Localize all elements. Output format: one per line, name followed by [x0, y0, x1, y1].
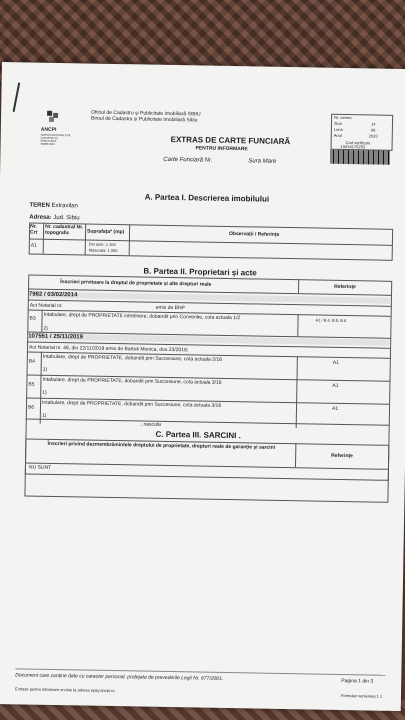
logo-text: ANCPI [40, 126, 57, 133]
b4-text: Intabulare, drept de PROPRIETATE, dobandit prin Succesiune, cota actuala 2/16 [42, 353, 222, 363]
col-obs-header: Observații / Referințe [228, 230, 280, 238]
footer-address: Extrase pentru informare on-line la adresa epay.ancpi.ro [15, 686, 115, 694]
part-b-col-inscrieri: Înscrieri privitoare la dreptul de proprietate și alte drepturi reale [60, 279, 212, 288]
masurata: Masurata: 1.092 [88, 247, 118, 254]
entry2-header: 107551 / 25/11/2019 [28, 333, 389, 345]
b6-text: Intabulare, drept de PROPRIETATE, dobandit prin Succesiune, cota actuala 3/16 [42, 399, 222, 409]
entry1-emis: emis de BNP [155, 304, 185, 312]
office-line-1: Oficiul de Cadastru și Publicitate Imobiliară SIBIU [91, 109, 201, 118]
part-a-title: A. Partea I. Descrierea imobilului [144, 192, 270, 204]
b4-ref: A1 [332, 359, 339, 366]
footer-page: Pagina 1 din 3 [341, 678, 374, 685]
cod-value: 10034170253 [340, 143, 366, 150]
part-b-col-ref: Referințe [334, 283, 356, 291]
b5-nr: B5 [28, 381, 35, 388]
b6-nr: B6 [27, 404, 35, 411]
part-b-title: B. Partea II. Proprietari și acte [143, 266, 257, 278]
cf-label: Carte Funciară Nr. [163, 156, 213, 164]
footer-version: Formular versiunea 1.1 [340, 693, 383, 699]
b3-ref: A1 / B.4, B.5, B.6 [315, 317, 347, 324]
b4-sub: 1) [42, 366, 48, 373]
entry1-header: 7982 / 03/02/2014 [29, 292, 390, 304]
row-nr: A1 [30, 242, 37, 249]
doc-subtitle: PENTRU INFORMARE [195, 145, 248, 153]
b6-nascuta: , nascuta [140, 421, 162, 428]
din-acte: Din acte: 1.100 [88, 241, 116, 248]
teren-value: Extravilan [51, 202, 78, 210]
b5-text: Intabulare, drept de PROPRIETATE, dobandit prin Succesiune, cota actuala 3/16 [42, 376, 222, 386]
luna-value: 06 [370, 127, 376, 133]
b3-nr: B3 [29, 315, 36, 322]
b5-ref: A1 [332, 382, 339, 389]
entry1-act: Act Notarial nr. [29, 302, 63, 310]
b3-sub: 2) [43, 325, 48, 332]
anul-label: Anul [333, 132, 342, 138]
barcode [330, 150, 390, 165]
b4-nr: B4 [28, 358, 35, 365]
document-page [0, 62, 405, 711]
logo-subtext: AGENȚIA NAȚIONALĂ DE CADASTRU ȘI PUBLICITATE IMOBILIARĂ [40, 133, 71, 146]
part-c-col-inscrieri: Înscrieri privind dezmembrămintele dreptului de proprietate, drepturi reale de garanție și sarcini [47, 440, 276, 451]
col-suprafata-header: Suprafața* (mp) [87, 228, 125, 236]
part-c-col-ref: Referințe [331, 452, 353, 460]
ziua-value: 14 [370, 121, 376, 127]
office-line-2: Biroul de Cadastru și Publicitate Imobiliară Sibiu [90, 115, 198, 124]
locality: Sura Mare [248, 158, 277, 165]
b3-text: Intabulare, drept de PROPRIETATE intretinere, dobandit prin Conventie, cota actuala 1/2 [43, 311, 241, 322]
luna-label: Luna [333, 126, 343, 132]
teren-label: TEREN [29, 202, 50, 209]
ancpi-logo-icon [45, 109, 65, 125]
part-c-value: NU SUNT [28, 464, 52, 471]
col-cadastral-header: Nr. cadastral Nr. topografic [44, 223, 84, 237]
b5-sub: 1) [42, 389, 47, 396]
doc-title: EXTRAS DE CARTE FUNCIARĂ [170, 134, 291, 147]
adresa-label: Adresa: [29, 214, 52, 221]
adresa-value: Jud. Sibiu [53, 214, 80, 222]
footer-note: Document care conține date cu caracter personal, protejate de prevederile Legii Nr. 677/2001. [15, 672, 224, 682]
col-nr-header: Nr. Crt [29, 223, 38, 236]
nr-cerere-label: Nr. cerere [334, 114, 352, 121]
anul-value: 2023 [368, 133, 378, 139]
ziua-label: Ziua [333, 120, 342, 126]
cod-label: Cod verificare [345, 140, 371, 146]
b6-sub: 1) [41, 412, 47, 419]
pen-mark [13, 82, 21, 112]
b6-ref: A1 [331, 405, 339, 412]
part-c-title: C. Partea III. SARCINI . [155, 429, 241, 441]
entry2-act: Act Notarial nr. 46, din 22/11/2019 emis de Bartok Monica, dos.23/2018; [28, 344, 189, 354]
